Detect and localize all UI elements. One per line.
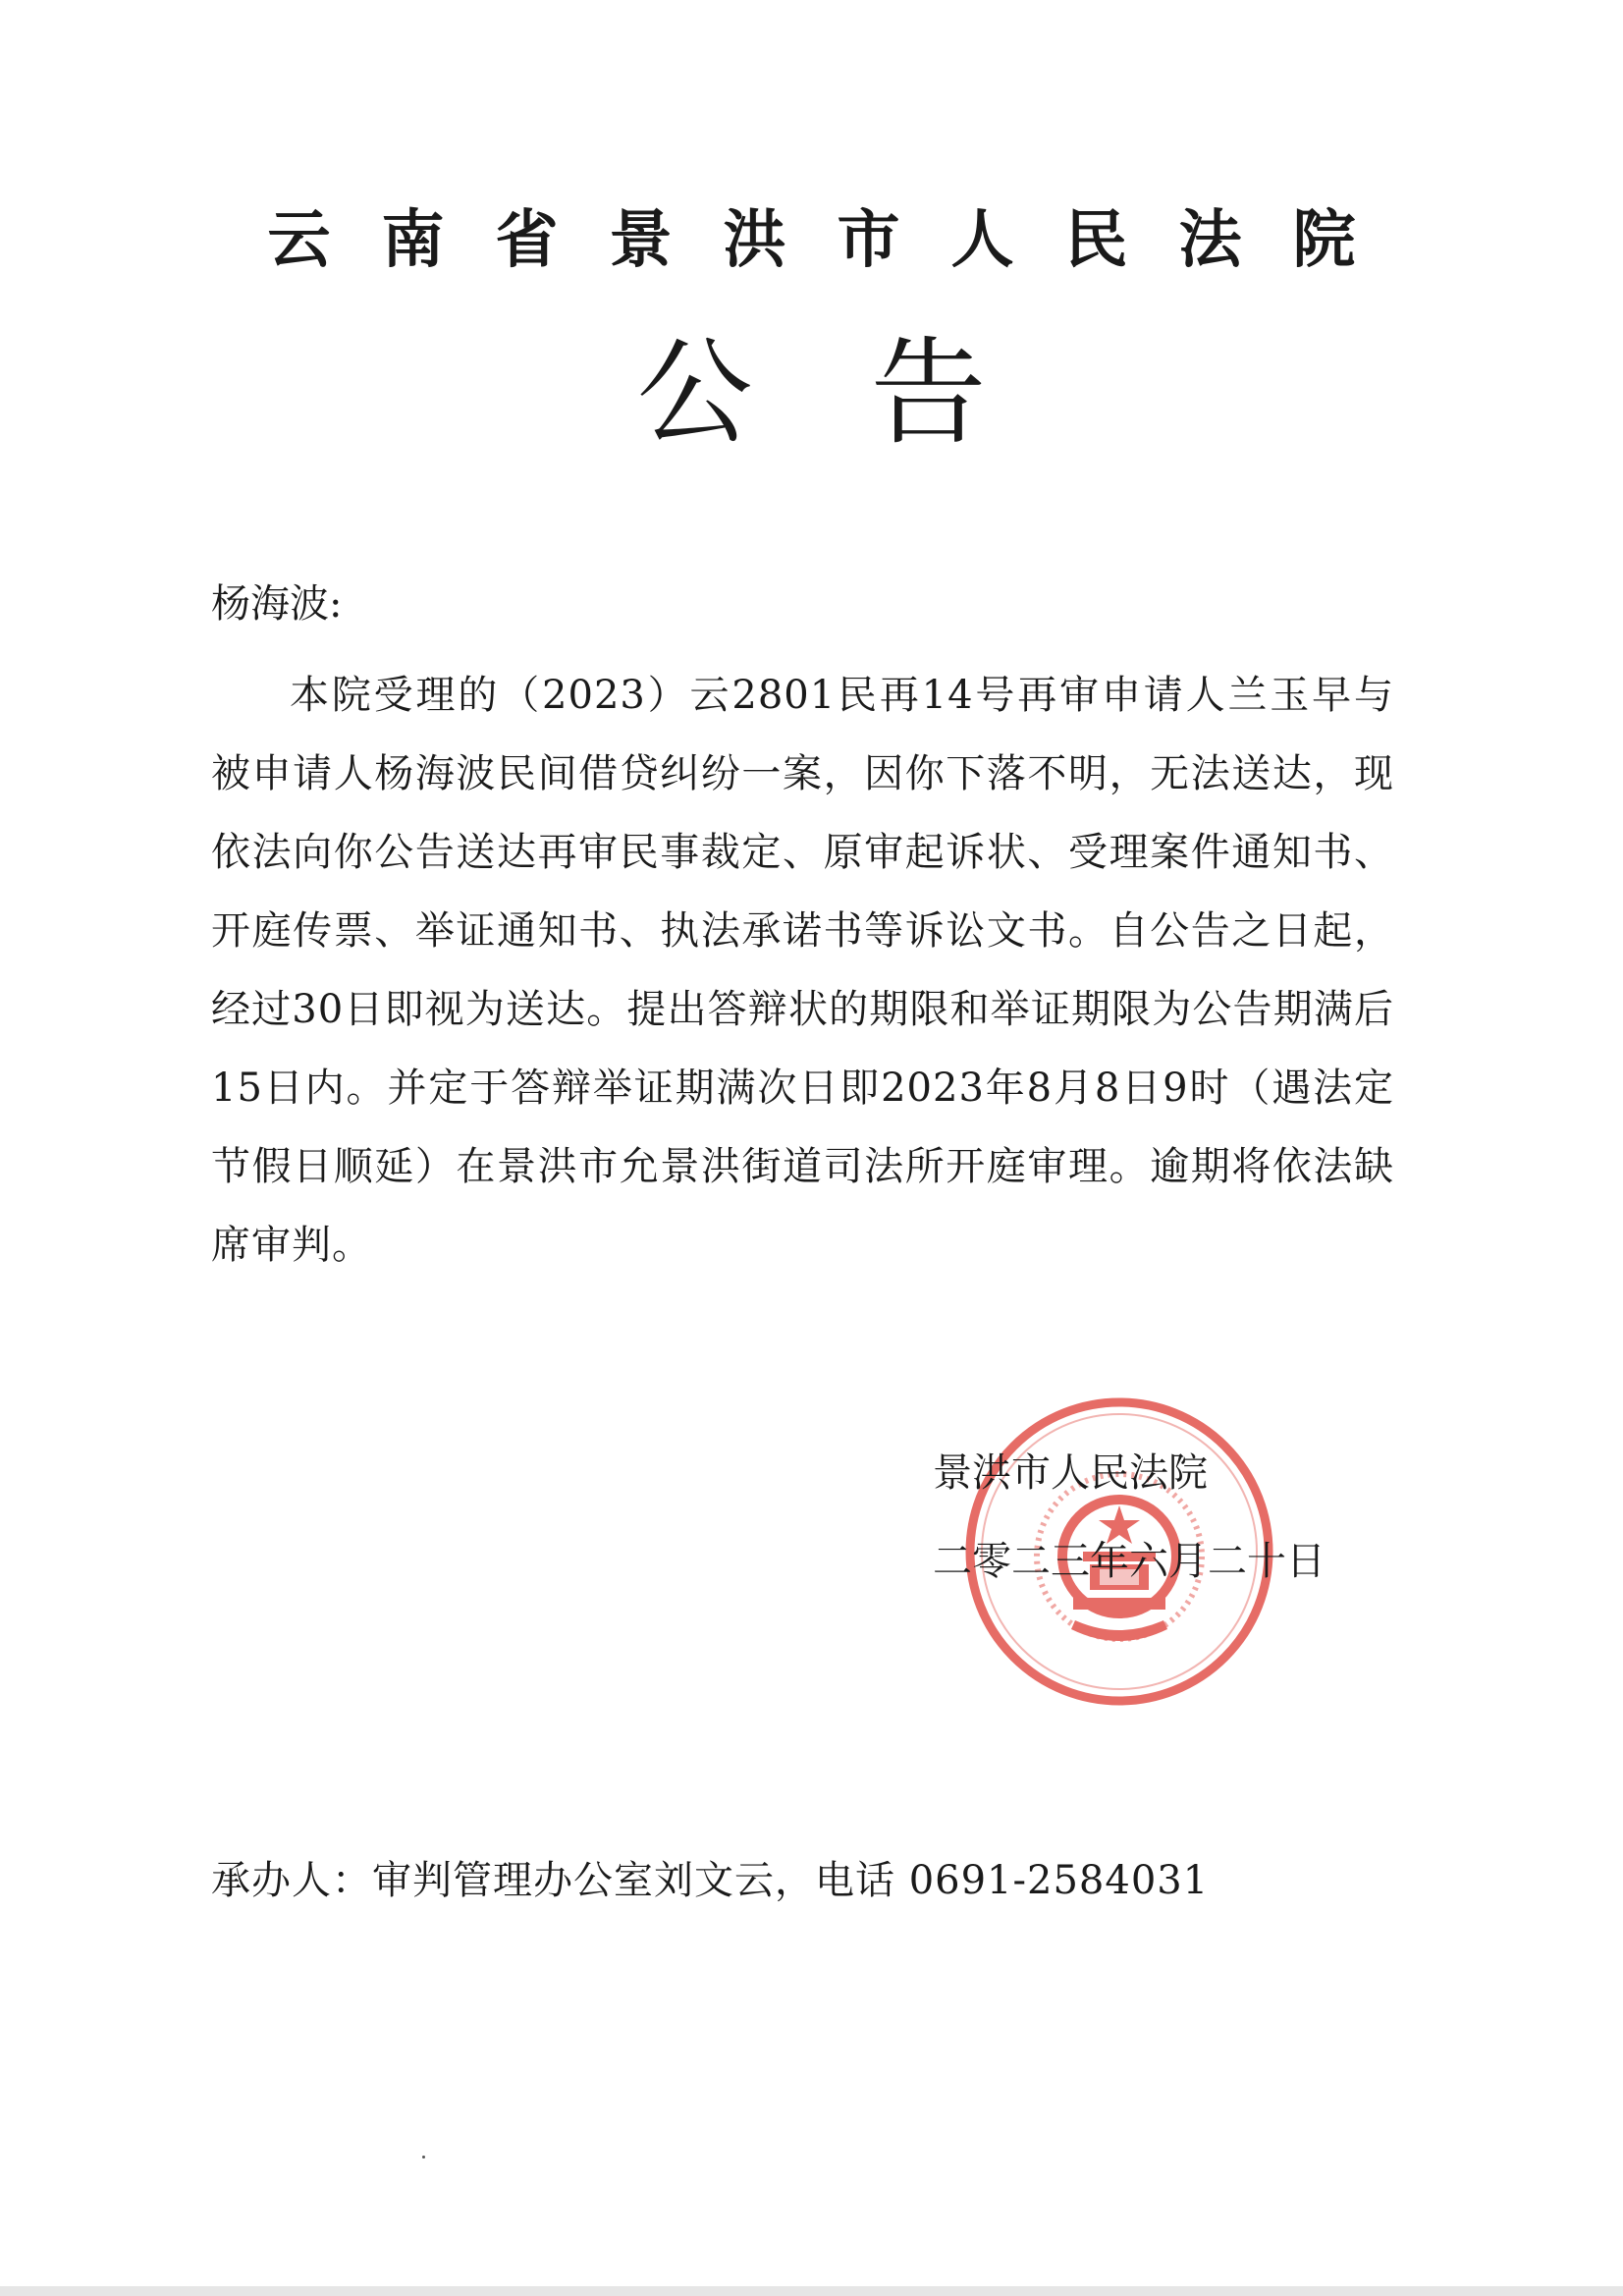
scan-bottom-edge (0, 2286, 1623, 2296)
addressee: 杨海波: (211, 581, 343, 627)
signature-block (933, 1429, 1325, 1606)
contact-info: 承办人：审判管理办公室刘文云，电话 0691-2584031 (211, 1858, 1210, 1903)
notice-body: 本院受理的（2023）云2801民再14号再审申请人兰玉早与被申请人杨海波民间借贷纠纷一案，因你下落不明，无法送达，现依法向你公告送达再审民事裁定、原审起诉状、受理案件通知书、开庭传票、举证通知书、执法承诺书等诉讼文书。自公告之日起，经过30日即视为送达。提出答辩状的期限和举证期限为公告期满后15日内。并定于答辩举证期满次日即2023年8月8日9时（遇法定节假日顺延）在景洪市允景洪街道司法所开庭审理。逾期将依法缺席审判。 (211, 673, 1394, 1268)
issue-date: 二零二三年六月二十日 (933, 1539, 1325, 1584)
issuer-name: 景洪市人民法院 (933, 1450, 1208, 1496)
scan-speck (422, 2156, 425, 2159)
court-name-heading: 云南省景洪市人民法院 (267, 203, 1407, 277)
document-type-heading: 公告 (636, 325, 1105, 461)
